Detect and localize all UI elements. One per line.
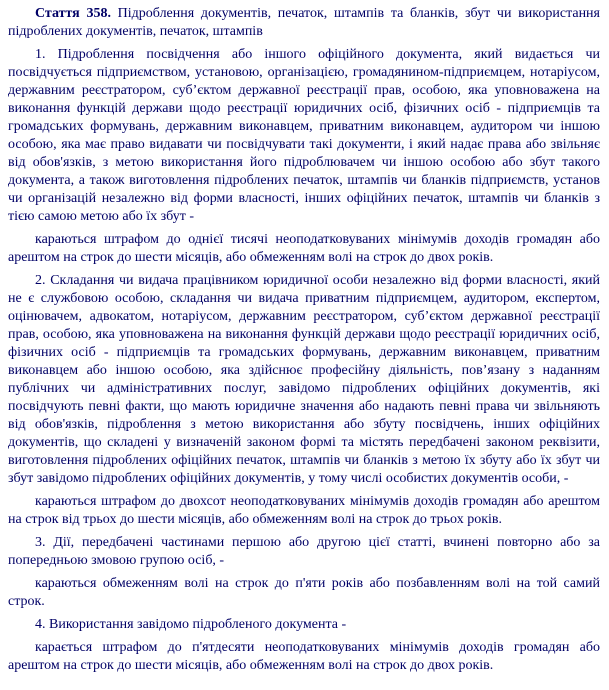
article-part-4: 4. Використання завідомо підробленого документа - (35, 617, 347, 632)
article-part-2-sanction: караються штрафом до двохсот неоподатковуваних мінімумів доходів громадян або арештом на строк від трьох до шести місяців, або обмеженням волі на строк до трьох років. (8, 494, 600, 527)
article-part-3-sanction: караються обмеженням волі на строк до п'яти років або позбавленням волі на той самий строк. (8, 576, 600, 609)
article-part-1: 1. Підроблення посвідчення або іншого офіційного документа, який видається чи посвідчується підприємством, установою, організацією, громадянином-підприємцем, нотаріусом, державним реєстратором, суб’єктом державної реєстрації прав, особою, яка уповноважена на виконання функцій держави щодо реєстрації юридичних осіб, фізичних осіб - підприємців та громадських формувань, державним виконавцем, приватним виконавцем, аудитором чи іншою особою, яка має право видавати чи посвідчувати такі документи, і який надає права або звільняє від обов'язків, з метою використання його підроблювачем чи іншою особою або збут такого документа, а також виготовлення підроблених печаток, штампів чи бланків підприємств, установ чи організацій незалежно від форми власності, інших офіційних печаток, штампів чи бланків з тією самою метою або їх збут - (8, 47, 600, 224)
article-part-2: 2. Складання чи видача працівником юридичної особи незалежно від форми власності, який не є службовою особою, складання чи видача приватним підприємцем, аудитором, експертом, оцінювачем, адвокатом, нотаріусом, державним реєстратором, суб’єктом державної реєстрації прав, особою, яка уповноважена на виконання функцій держави щодо реєстрації юридичних осіб, фізичних осіб - підприємців та громадських формувань, державним виконавцем, приватним виконавцем або іншою особою, яка здійснює професійну діяльність, пов’язану з наданням публічних чи адміністративних послуг, завідомо підроблених офіційних документів, які посвідчують певні факти, що мають юридичне значення або надають певні права чи звільняють від обов'язків, підроблення з метою використання або збуту посвідчень, інших офіційних документів, що складені у визначеній законом формі та містять передбачені законом реквізити, виготовлення підроблених офіційних печаток, штампів чи бланків з метою їх збуту або їх збут чи збут завідомо підроблених офіційних документів, у тому числі особистих документів особи, - (8, 273, 600, 486)
article-part-4-sanction: карається штрафом до п'ятдесяти неоподатковуваних мінімумів доходів громадян або арештом на строк до шести місяців, або обмеженням волі на строк до двох років. (8, 640, 600, 673)
article-number: Стаття 358. (35, 6, 111, 21)
article-title (8, 5, 600, 41)
article-title-text: Підроблення документів, печаток, штампів та бланків, збут чи використання підроблених документів, печаток, штампів (8, 6, 600, 39)
article-part-1-sanction: караються штрафом до однієї тисячі неоподатковуваних мінімумів доходів громадян або арештом на строк до шести місяців, або обмеженням волі на строк до двох років. (8, 232, 600, 265)
article-part-3: 3. Дії, передбачені частинами першою або другою цієї статті, вчинені повторно або за попередньою змовою групою осіб, - (8, 535, 600, 568)
